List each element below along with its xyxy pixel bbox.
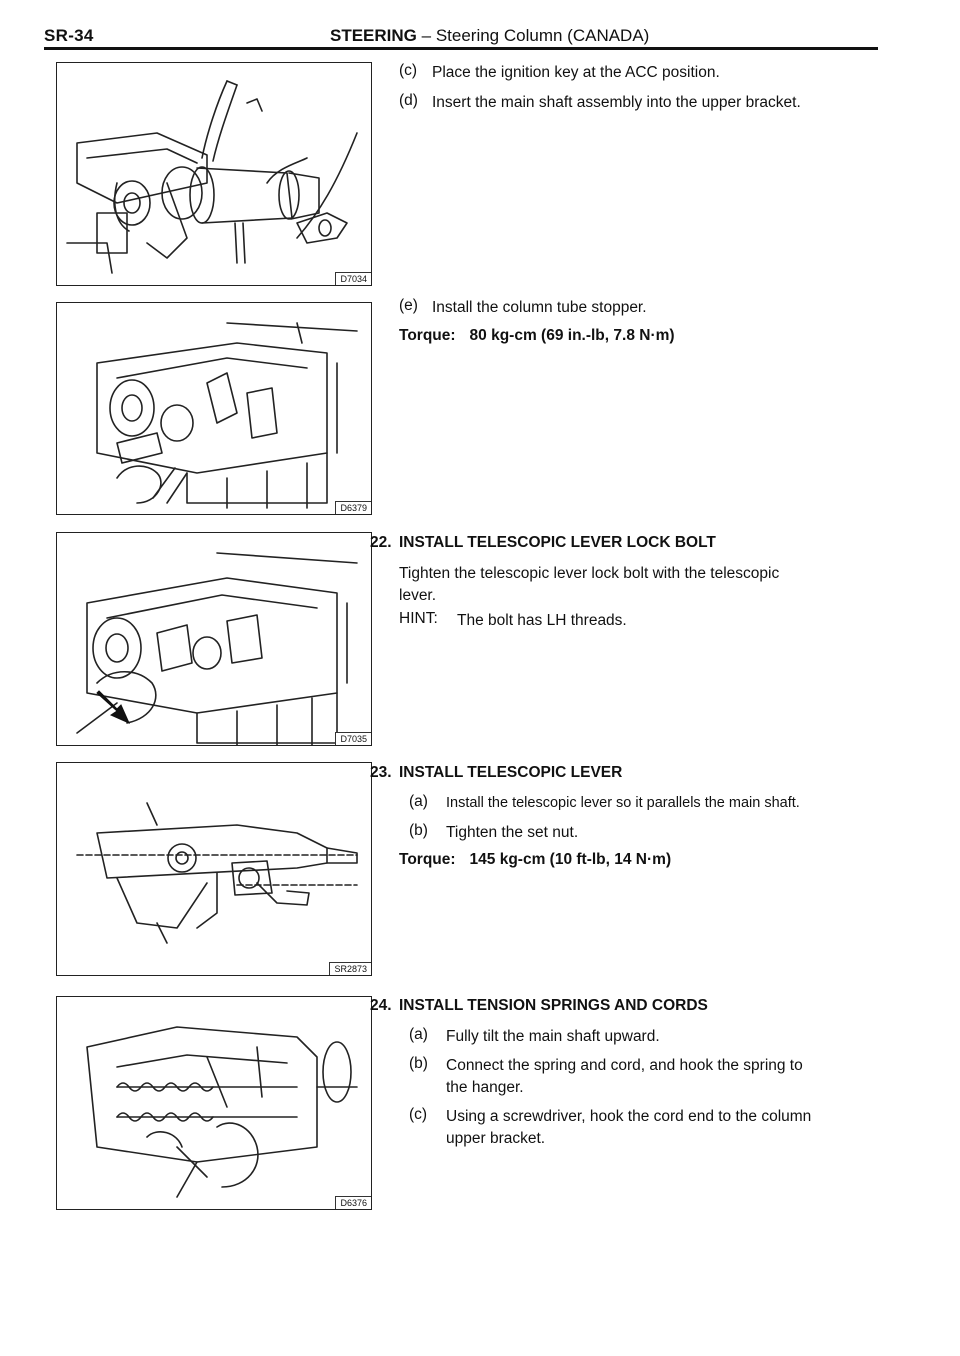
arrow-icon [97, 691, 129, 723]
step-label-23b: (b) [409, 822, 428, 839]
illustration-lever-lock-bolt [57, 533, 372, 746]
step-text-23b: Tighten the set nut. [446, 824, 579, 841]
figure-code: D6376 [335, 1196, 371, 1209]
illustration-main-shaft-insert [57, 63, 372, 286]
step-number-23: 23. [370, 764, 392, 781]
figure-lever-lock-bolt [56, 532, 372, 746]
hint-text: The bolt has LH threads. [457, 612, 627, 629]
step-label-e: (e) [399, 297, 418, 314]
section-title-rest: – Steering Column (CANADA) [421, 26, 650, 45]
torque-label: Torque: [399, 327, 456, 344]
step-label-c: (c) [399, 62, 418, 79]
illustration-tension-springs [57, 997, 372, 1210]
section-title [330, 26, 649, 46]
torque-label: Torque: [399, 851, 456, 868]
page-number: SR-34 [44, 26, 94, 45]
section-title-bold: STEERING [330, 26, 417, 45]
step-label-24a: (a) [409, 1026, 428, 1043]
figure-column-tube-stopper [56, 302, 372, 515]
step-heading-24: INSTALL TENSION SPRINGS AND CORDS [399, 997, 708, 1014]
step-label-d: (d) [399, 92, 418, 109]
step-text-24b-line2: the hanger. [446, 1079, 524, 1096]
illustration-column-tube-stopper [57, 303, 372, 515]
header-rule [44, 47, 878, 50]
torque-spec-e [399, 327, 675, 345]
torque-value: 145 kg-cm (10 ft-lb, 14 N·m) [469, 851, 672, 868]
step-number-22: 22. [370, 534, 392, 551]
figure-code: D7035 [335, 732, 371, 745]
figure-code: D7034 [335, 272, 371, 285]
step-text-e: Install the column tube stopper. [432, 299, 647, 316]
step-text-24c-line1: Using a screwdriver, hook the cord end to the column [446, 1108, 812, 1125]
torque-spec-23 [399, 851, 671, 869]
figure-telescopic-lever [56, 762, 372, 976]
step-text-24c-line2: upper bracket. [446, 1130, 546, 1147]
step-text-d: Insert the main shaft assembly into the upper bracket. [432, 94, 801, 111]
step-text-22-line1: Tighten the telescopic lever lock bolt with the telescopic [399, 565, 780, 582]
step-heading-22: INSTALL TELESCOPIC LEVER LOCK BOLT [399, 534, 716, 551]
illustration-telescopic-lever [57, 763, 372, 976]
figure-ignition-key [56, 62, 372, 286]
figure-code: D6379 [335, 501, 371, 514]
step-text-23a: Install the telescopic lever so it parallels the main shaft. [446, 795, 800, 811]
step-heading-23: INSTALL TELESCOPIC LEVER [399, 764, 623, 781]
figure-code: SR2873 [329, 962, 371, 975]
hint-label: HINT: [399, 610, 438, 627]
step-text-24a: Fully tilt the main shaft upward. [446, 1028, 660, 1045]
step-label-24c: (c) [409, 1106, 428, 1123]
step-label-23a: (a) [409, 793, 428, 810]
step-number-24: 24. [370, 997, 392, 1014]
torque-value: 80 kg-cm (69 in.-lb, 7.8 N·m) [469, 327, 675, 344]
figure-tension-springs [56, 996, 372, 1210]
step-text-24b-line1: Connect the spring and cord, and hook the spring to [446, 1057, 803, 1074]
step-label-24b: (b) [409, 1055, 428, 1072]
step-text-22-line2: lever. [399, 587, 437, 604]
step-text-c: Place the ignition key at the ACC position. [432, 64, 720, 81]
